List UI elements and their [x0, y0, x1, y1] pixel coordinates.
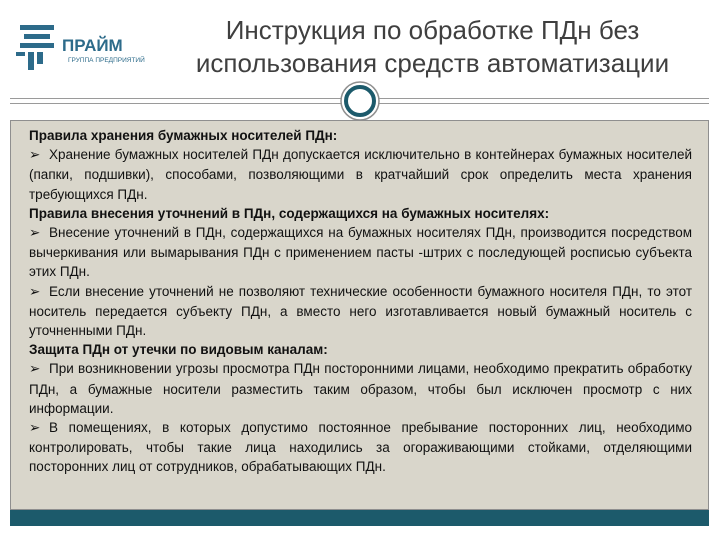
- bullet-arrow-icon: ➢: [29, 225, 41, 242]
- bullet-paragraph: [29, 418, 692, 477]
- section-heading: Защита ПДн от утечки по видовым каналам:: [29, 342, 328, 358]
- bullet-text: При возникновении угрозы просмотра ПДн посторонними лицами, необходимо прекратить обработку ПДн, а бумажные носители разместить таким образом, чтобы был исключен просмотр с них информации.: [29, 361, 692, 416]
- bullet-arrow-icon: ➢: [29, 147, 41, 164]
- company-logo: [10, 15, 160, 77]
- content-panel: [10, 120, 709, 510]
- logo-name: ПРАЙМ: [62, 36, 123, 55]
- bullet-arrow-icon: ➢: [29, 420, 41, 437]
- bullet-text: Внесение уточнений в ПДн, содержащихся на бумажных носителях ПДн, производится посредством вычеркивания или вымарывания ПДн с применением пасты -штрих с последующей росписью субъекта этих ПДн.: [29, 225, 692, 280]
- section-heading: Правила внесения уточнений в ПДн, содержащихся на бумажных носителях:: [29, 205, 550, 221]
- logo-subtitle: ГРУППА ПРЕДПРИЯТИЙ: [68, 57, 145, 64]
- footer-bar: [10, 510, 709, 526]
- bullet-text: Хранение бумажных носителей ПДн допускается исключительно в контейнерах бумажных носителей (папки, подшивки), способами, позволяющими в кратчайший срок определить места хранения требующихся ПДн.: [29, 147, 692, 202]
- bullet-arrow-icon: ➢: [29, 283, 41, 300]
- bullet-paragraph: [29, 145, 692, 204]
- page-title: Инструкция по обработке ПДн без использования средств автоматизации: [195, 15, 670, 78]
- bullet-paragraph: [29, 282, 692, 341]
- bullet-paragraph: [29, 223, 692, 282]
- bullet-arrow-icon: ➢: [29, 361, 41, 378]
- section-heading: Правила хранения бумажных носителей ПДн:: [29, 128, 338, 143]
- ring-ornament-icon: [339, 80, 381, 122]
- bullet-text: В помещениях, в которых допустимо постоянное пребывание посторонних лиц, необходимо контролировать, чтобы такие лица находились за огораживающими стойками, отделяющими посторонних лиц от сотрудников, обрабатывающих ПДн.: [29, 420, 692, 475]
- bullet-text: Если внесение уточнений не позволяют технические особенности бумажного носителя ПДн, то этот носитель передается субъекту ПДн, а вместо него изготавливается новый бумажный носитель с уточненными ПДн.: [29, 283, 692, 339]
- bullet-paragraph: [29, 359, 692, 418]
